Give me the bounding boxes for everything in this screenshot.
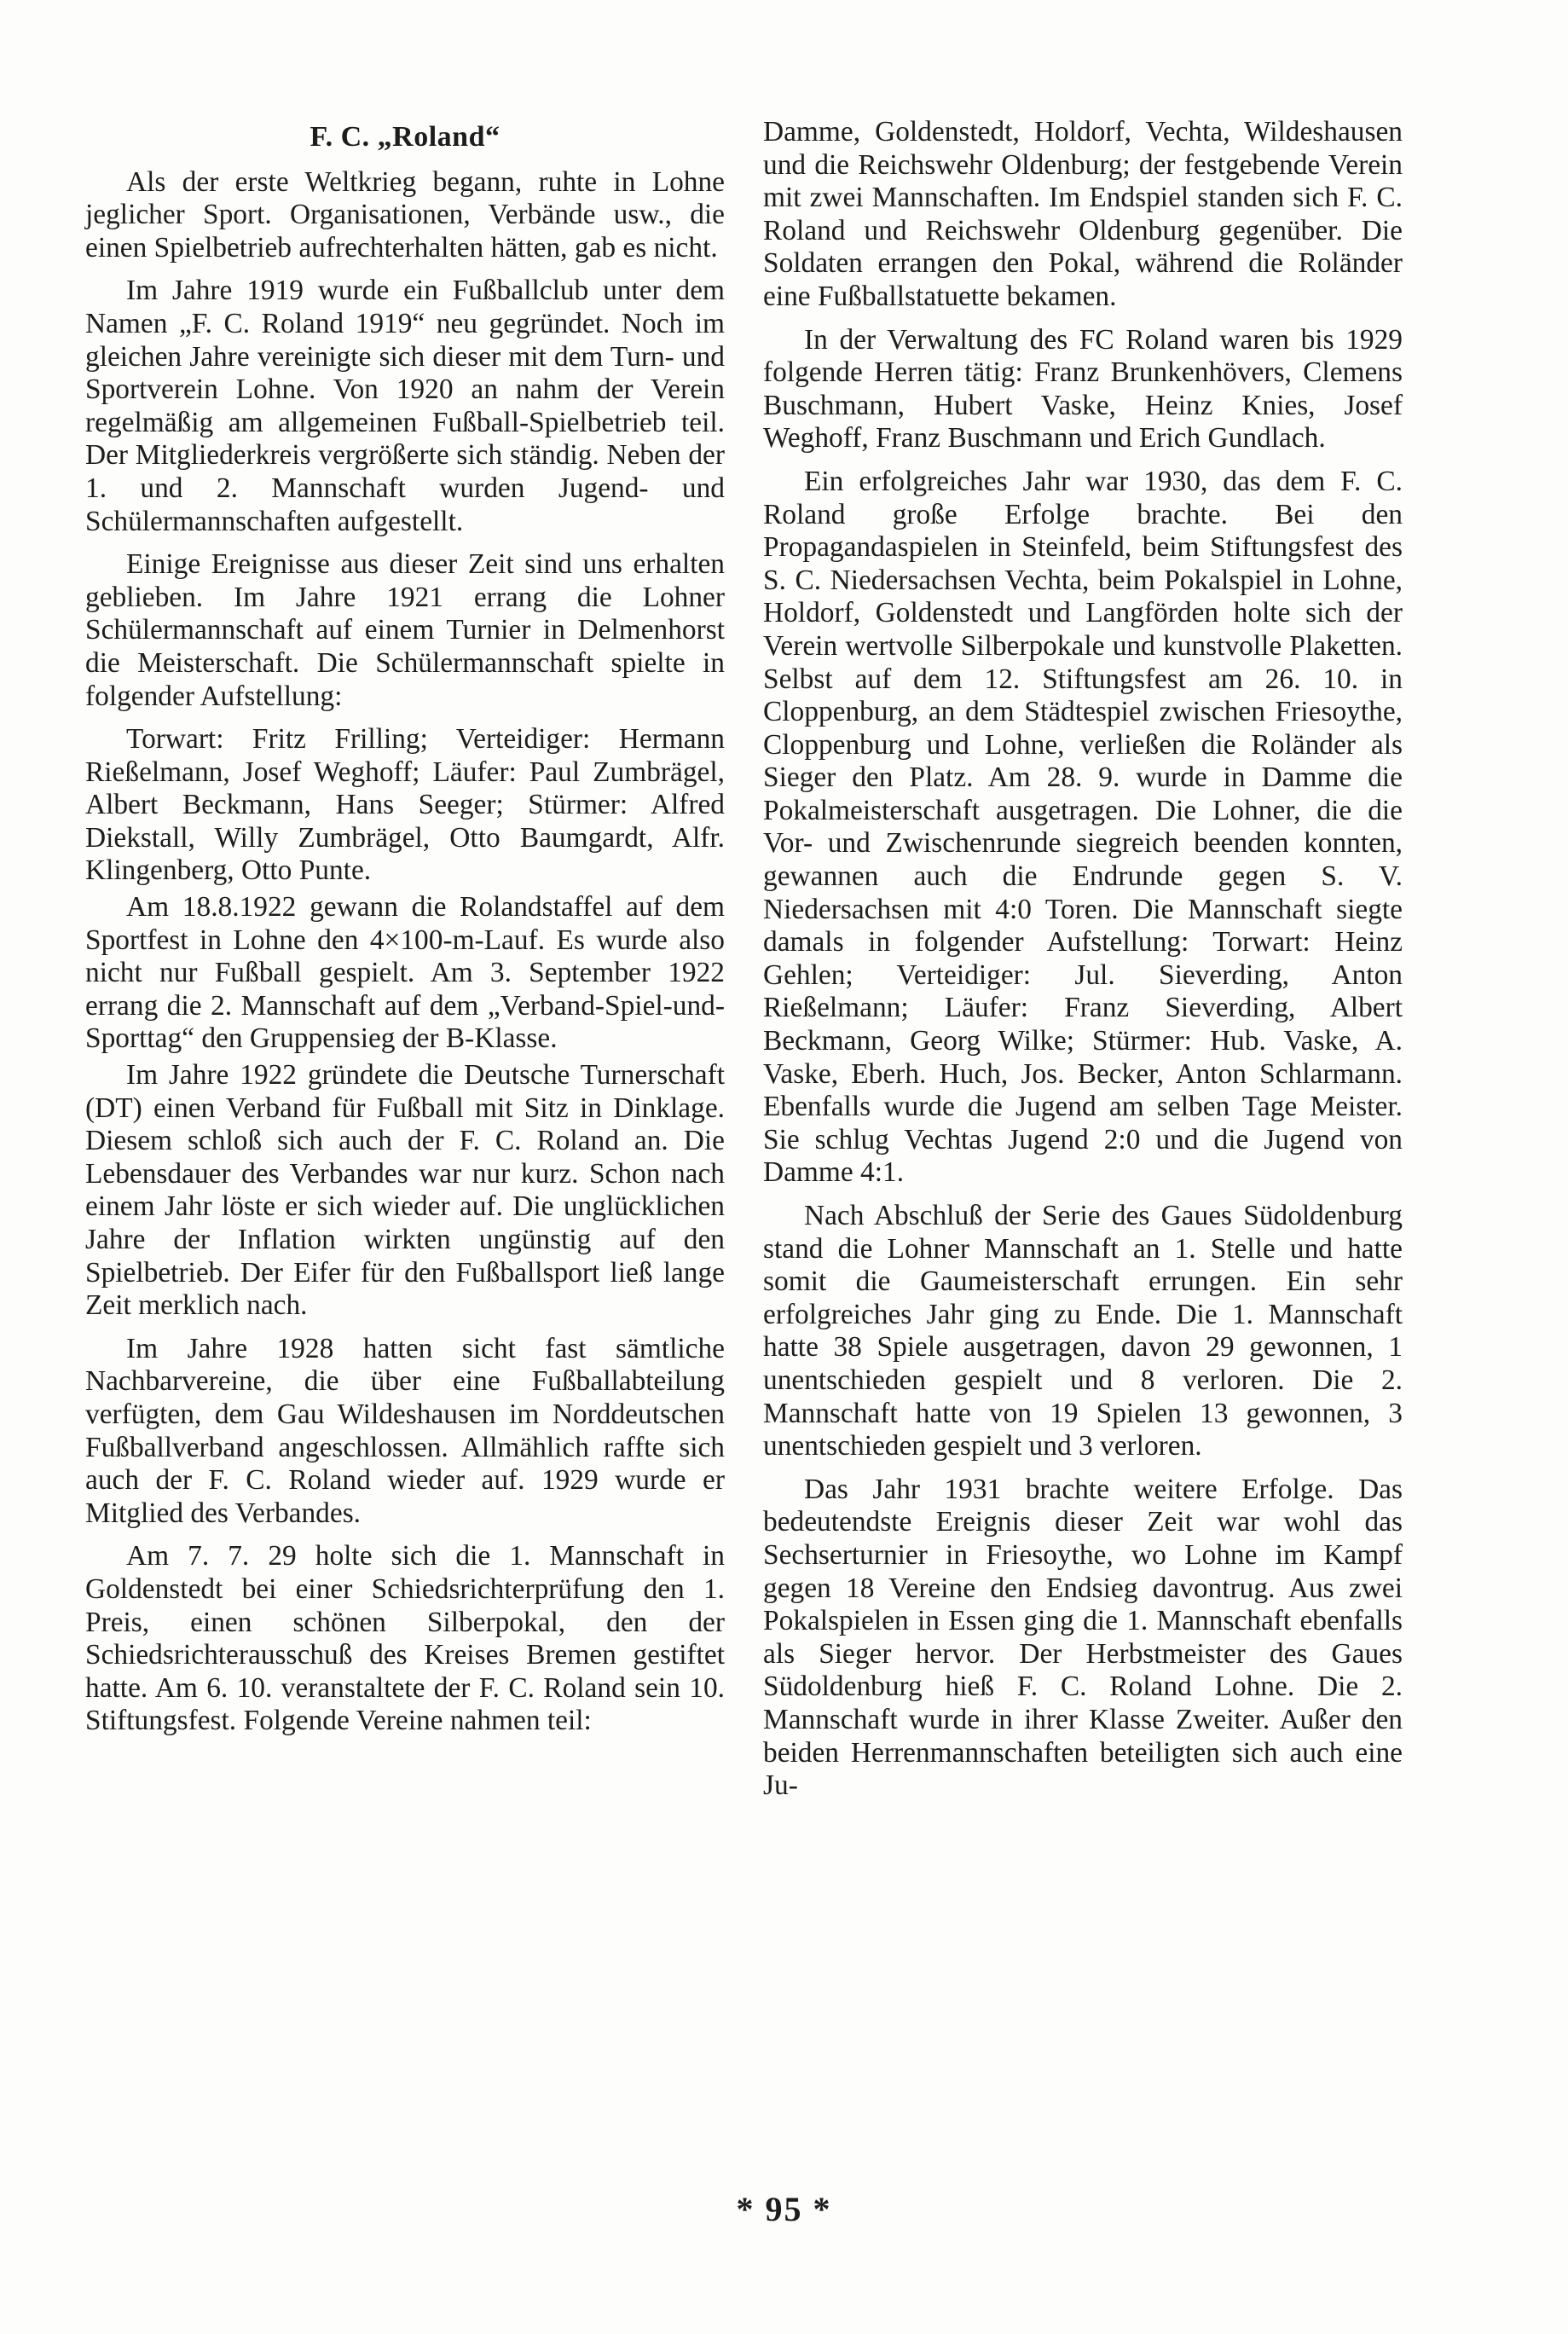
paragraph: Einige Ereignisse aus dieser Zeit sind uns erhalten geblieben. Im Jahre 1921 errang die Lohner Schülermannschaft auf einem Turnier in Delmenhorst die Meisterschaft. Die Schülermannschaft spielte in folgender Aufstellung:	[85, 548, 725, 712]
section-heading: F. C. „Roland“	[310, 121, 500, 153]
paragraph: Als der erste Weltkrieg begann, ruhte in Lohne jeglicher Sport. Organisationen, Verbände usw., die einen Spielbetrieb aufrechterhalten hätten, gab es nicht.	[85, 165, 725, 264]
paragraph: Am 7. 7. 29 holte sich die 1. Mannschaft in Goldenstedt bei einer Schiedsrichterprüfung den 1. Preis, einen schönen Silberpokal, den der Schiedsrichterausschuß des Kreises Bremen gestiftet hatte. Am 6. 10. veranstaltete der F. C. Roland sein 10. Stiftungsfest. Folgende Vereine nahmen teil:	[85, 1540, 725, 1737]
left-column	[85, 121, 725, 1748]
page-number: * 95 *	[736, 2190, 832, 2228]
paragraph: Nach Abschluß der Serie des Gaues Südoldenburg stand die Lohner Mannschaft an 1. Stelle und hatte somit die Gaumeisterschaft errungen. Ein sehr erfolgreiches Jahr ging zu Ende. Die 1. Mannschaft hatte 38 Spiele ausgetragen, davon 29 gewonnen, 1 unentschieden gespielt und 8 verloren. Die 2. Mannschaft hatte von 19 Spielen 13 gewonnen, 3 unentschieden gespielt und 3 verloren.	[763, 1200, 1403, 1462]
paragraph: Das Jahr 1931 brachte weitere Erfolge. Das bedeutendste Ereignis dieser Zeit war wohl das Sechserturnier in Friesoythe, wo Lohne im Kampf gegen 18 Vereine den Endsieg davontrug. Aus zwei Pokalspielen in Essen ging die 1. Mannschaft ebenfalls als Sieger hervor. Der Herbstmeister des Gaues Südoldenburg hieß F. C. Roland Lohne. Die 2. Mannschaft wurde in ihrer Klasse Zweiter. Außer den beiden Herrenmannschaften beteiligten sich auch eine Ju-	[763, 1473, 1403, 1802]
paragraph: Im Jahre 1928 hatten sicht fast sämtliche Nachbarvereine, die über eine Fußballabteilung verfügten, dem Gau Wildeshausen im Norddeutschen Fußballverband angeschlossen. Allmählich raffte sich auch der F. C. Roland wieder auf. 1929 wurde er Mitglied des Verbandes.	[85, 1332, 725, 1529]
paragraph: Torwart: Fritz Frilling; Verteidiger: Hermann Rießelmann, Josef Weghoff; Läufer: Paul Zumbrägel, Albert Beckmann, Hans Seeger; Stürmer: Alfred Diekstall, Willy Zumbrägel, Otto Baumgardt, Alfr. Klingenberg, Otto Punte.	[85, 723, 725, 887]
right-column	[763, 116, 1403, 1813]
paragraph: Im Jahre 1922 gründete die Deutsche Turnerschaft (DT) einen Verband für Fußball mit Sitz in Dinklage. Diesem schloß sich auch der F. C. Roland an. Die Lebensdauer des Verbandes war nur kurz. Schon nach einem Jahr löste er sich wieder auf. Die unglücklichen Jahre der Inflation wirkten ungünstig auf den Spielbetrieb. Der Eifer für den Fußballsport ließ lange Zeit merklich nach.	[85, 1059, 725, 1322]
paragraph: In der Verwaltung des FC Roland waren bis 1929 folgende Herren tätig: Franz Brunkenhövers, Clemens Buschmann, Hubert Vaske, Heinz Knies, Josef Weghoff, Franz Buschmann und Erich Gundlach.	[763, 323, 1403, 455]
paragraph: Ein erfolgreiches Jahr war 1930, das dem F. C. Roland große Erfolge brachte. Bei den Propagandaspielen in Steinfeld, beim Stiftungsfest des S. C. Niedersachsen Vechta, beim Pokalspiel in Lohne, Holdorf, Goldenstedt und Langförden holte sich der Verein wertvolle Silberpokale und kunstvolle Plaketten. Selbst auf dem 12. Stiftungsfest am 26. 10. in Cloppenburg, an dem Städtespiel zwischen Friesoythe, Cloppenburg und Lohne, verließen die Roländer als Sieger den Platz. Am 28. 9. wurde in Damme die Pokalmeisterschaft ausgetragen. Die Lohner, die die Vor- und Zwischenrunde siegreich beenden konnten, gewannen auch die Endrunde gegen S. V. Niedersachsen mit 4:0 Toren. Die Mannschaft siegte damals in folgender Aufstellung: Torwart: Heinz Gehlen; Verteidiger: Jul. Sieverding, Anton Rießelmann; Läufer: Franz Sieverding, Albert Beckmann, Georg Wilke; Stürmer: Hub. Vaske, A. Vaske, Eberh. Huch, Jos. Becker, Anton Schlarmann. Ebenfalls wurde die Jugend am selben Tage Meister. Sie schlug Vechtas Jugend 2:0 und die Jugend von Damme 4:1.	[763, 465, 1403, 1189]
paragraph: Damme, Goldenstedt, Holdorf, Vechta, Wildeshausen und die Reichswehr Oldenburg; der festgebende Verein mit zwei Mannschaften. Im Endspiel standen sich F. C. Roland und Reichswehr Oldenburg gegenüber. Die Soldaten errangen den Pokal, während die Roländer eine Fußballstatuette bekamen.	[763, 116, 1403, 312]
paragraph: Im Jahre 1919 wurde ein Fußballclub unter dem Namen „F. C. Roland 1919“ neu gegründet. Noch im gleichen Jahre vereinigte sich dieser mit dem Turn- und Sportverein Lohne. Von 1920 an nahm der Verein regelmäßig am allgemeinen Fußball-Spielbetrieb teil. Der Mitgliederkreis vergrößerte sich ständig. Neben der 1. und 2. Mannschaft wurden Jugend- und Schülermannschaften aufgestellt.	[85, 275, 725, 537]
paragraph: Am 18.8.1922 gewann die Rolandstaffel auf dem Sportfest in Lohne den 4×100-m-Lauf. Es wurde also nicht nur Fußball gespielt. Am 3. September 1922 errang die 2. Mannschaft auf dem „Verband-Spiel-und-Sporttag“ den Gruppensieg der B-Klasse.	[85, 891, 725, 1055]
